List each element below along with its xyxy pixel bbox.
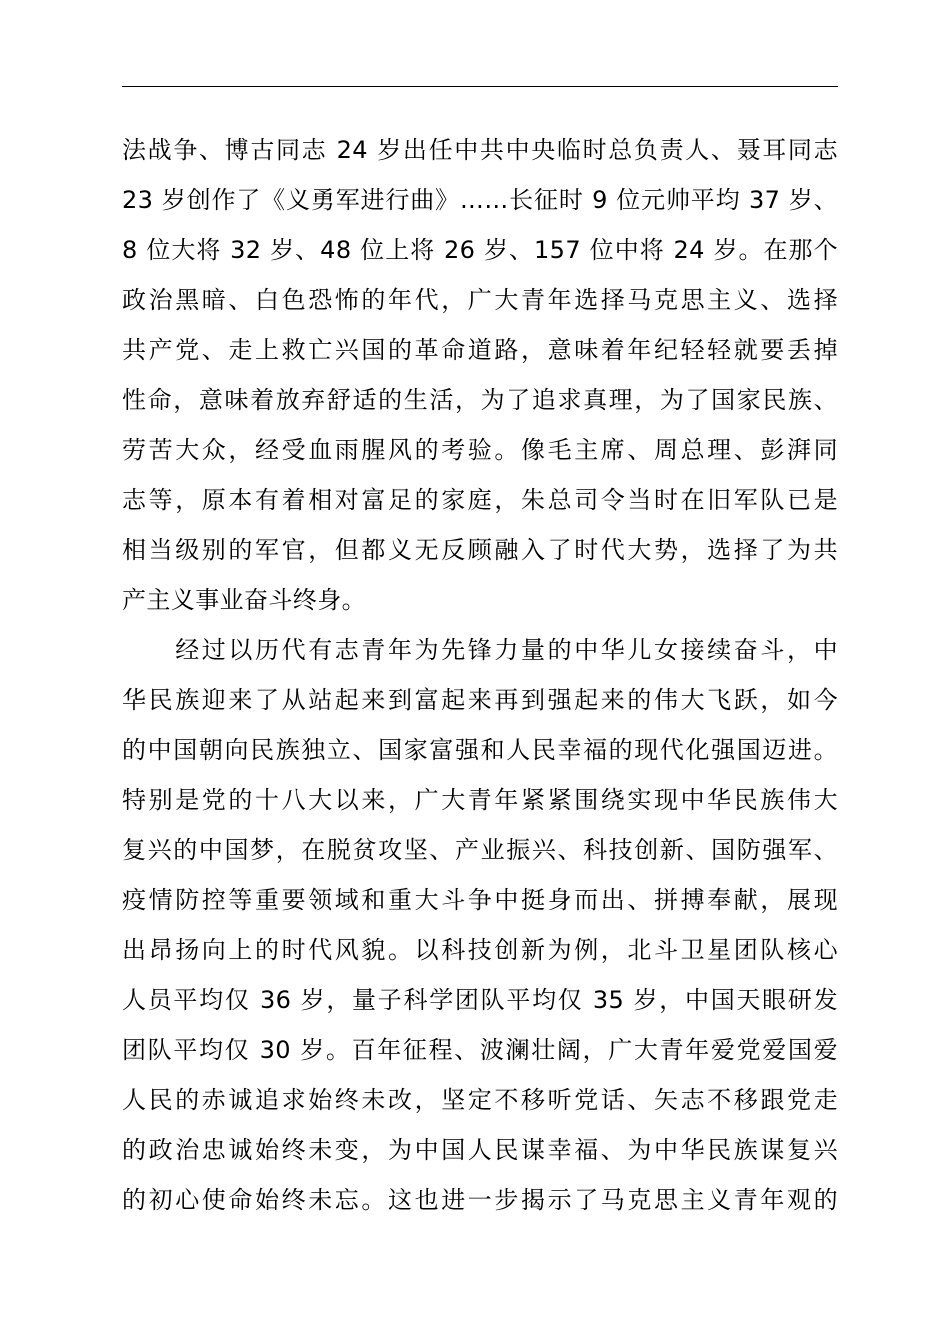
- text-line: 华民族迎来了从站起来到富起来再到强起来的伟大飞跃，如今: [122, 686, 838, 714]
- text-line: 的中国朝向民族独立、国家富强和人民幸福的现代化强国迈进。: [122, 736, 838, 764]
- text-line: 出昂扬向上的时代风貌。以科技创新为例，北斗卫星团队核心: [122, 936, 838, 964]
- text-line: 人员平均仅 36 岁，量子科学团队平均仅 35 岁，中国天眼研发: [122, 986, 838, 1014]
- text-line: 劳苦大众，经受血雨腥风的考验。像毛主席、周总理、彭湃同: [122, 436, 838, 464]
- text-line: 政治黑暗、白色恐怖的年代，广大青年选择马克思主义、选择: [122, 286, 838, 314]
- text-line: 产主义事业奋斗终身。: [122, 586, 366, 614]
- text-line: 法战争、博古同志 24 岁出任中共中央临时总负责人、聂耳同志: [122, 136, 838, 164]
- body-text: [122, 125, 838, 1225]
- text-line: 人民的赤诚追求始终未改，坚定不移听党话、矢志不移跟党走: [122, 1086, 838, 1114]
- text-line: 相当级别的军官，但都义无反顾融入了时代大势，选择了为共: [122, 536, 838, 564]
- text-line: 共产党、走上救亡兴国的革命道路，意味着年纪轻轻就要丢掉: [122, 336, 838, 364]
- text-line: 疫情防控等重要领域和重大斗争中挺身而出、拼搏奉献，展现: [122, 886, 838, 914]
- text-line: 的政治忠诚始终未变，为中国人民谋幸福、为中华民族谋复兴: [122, 1136, 838, 1164]
- text-line: 性命，意味着放弃舒适的生活，为了追求真理，为了国家民族、: [122, 386, 838, 414]
- text-line: 复兴的中国梦，在脱贫攻坚、产业振兴、科技创新、国防强军、: [122, 836, 838, 864]
- text-line: 23 岁创作了《义勇军进行曲》……长征时 9 位元帅平均 37 岁、: [122, 186, 838, 214]
- text-line: 8 位大将 32 岁、48 位上将 26 岁、157 位中将 24 岁。在那个: [122, 236, 838, 264]
- text-line: 志等，原本有着相对富足的家庭，朱总司令当时在旧军队已是: [122, 486, 838, 514]
- text-line: 经过以历代有志青年为先锋力量的中华儿女接续奋斗，中: [122, 636, 838, 664]
- text-line: 团队平均仅 30 岁。百年征程、波澜壮阔，广大青年爱党爱国爱: [122, 1036, 838, 1064]
- header-rule: [122, 86, 838, 87]
- text-line: 特别是党的十八大以来，广大青年紧紧围绕实现中华民族伟大: [122, 786, 838, 814]
- text-line: 的初心使命始终未忘。这也进一步揭示了马克思主义青年观的: [122, 1186, 838, 1214]
